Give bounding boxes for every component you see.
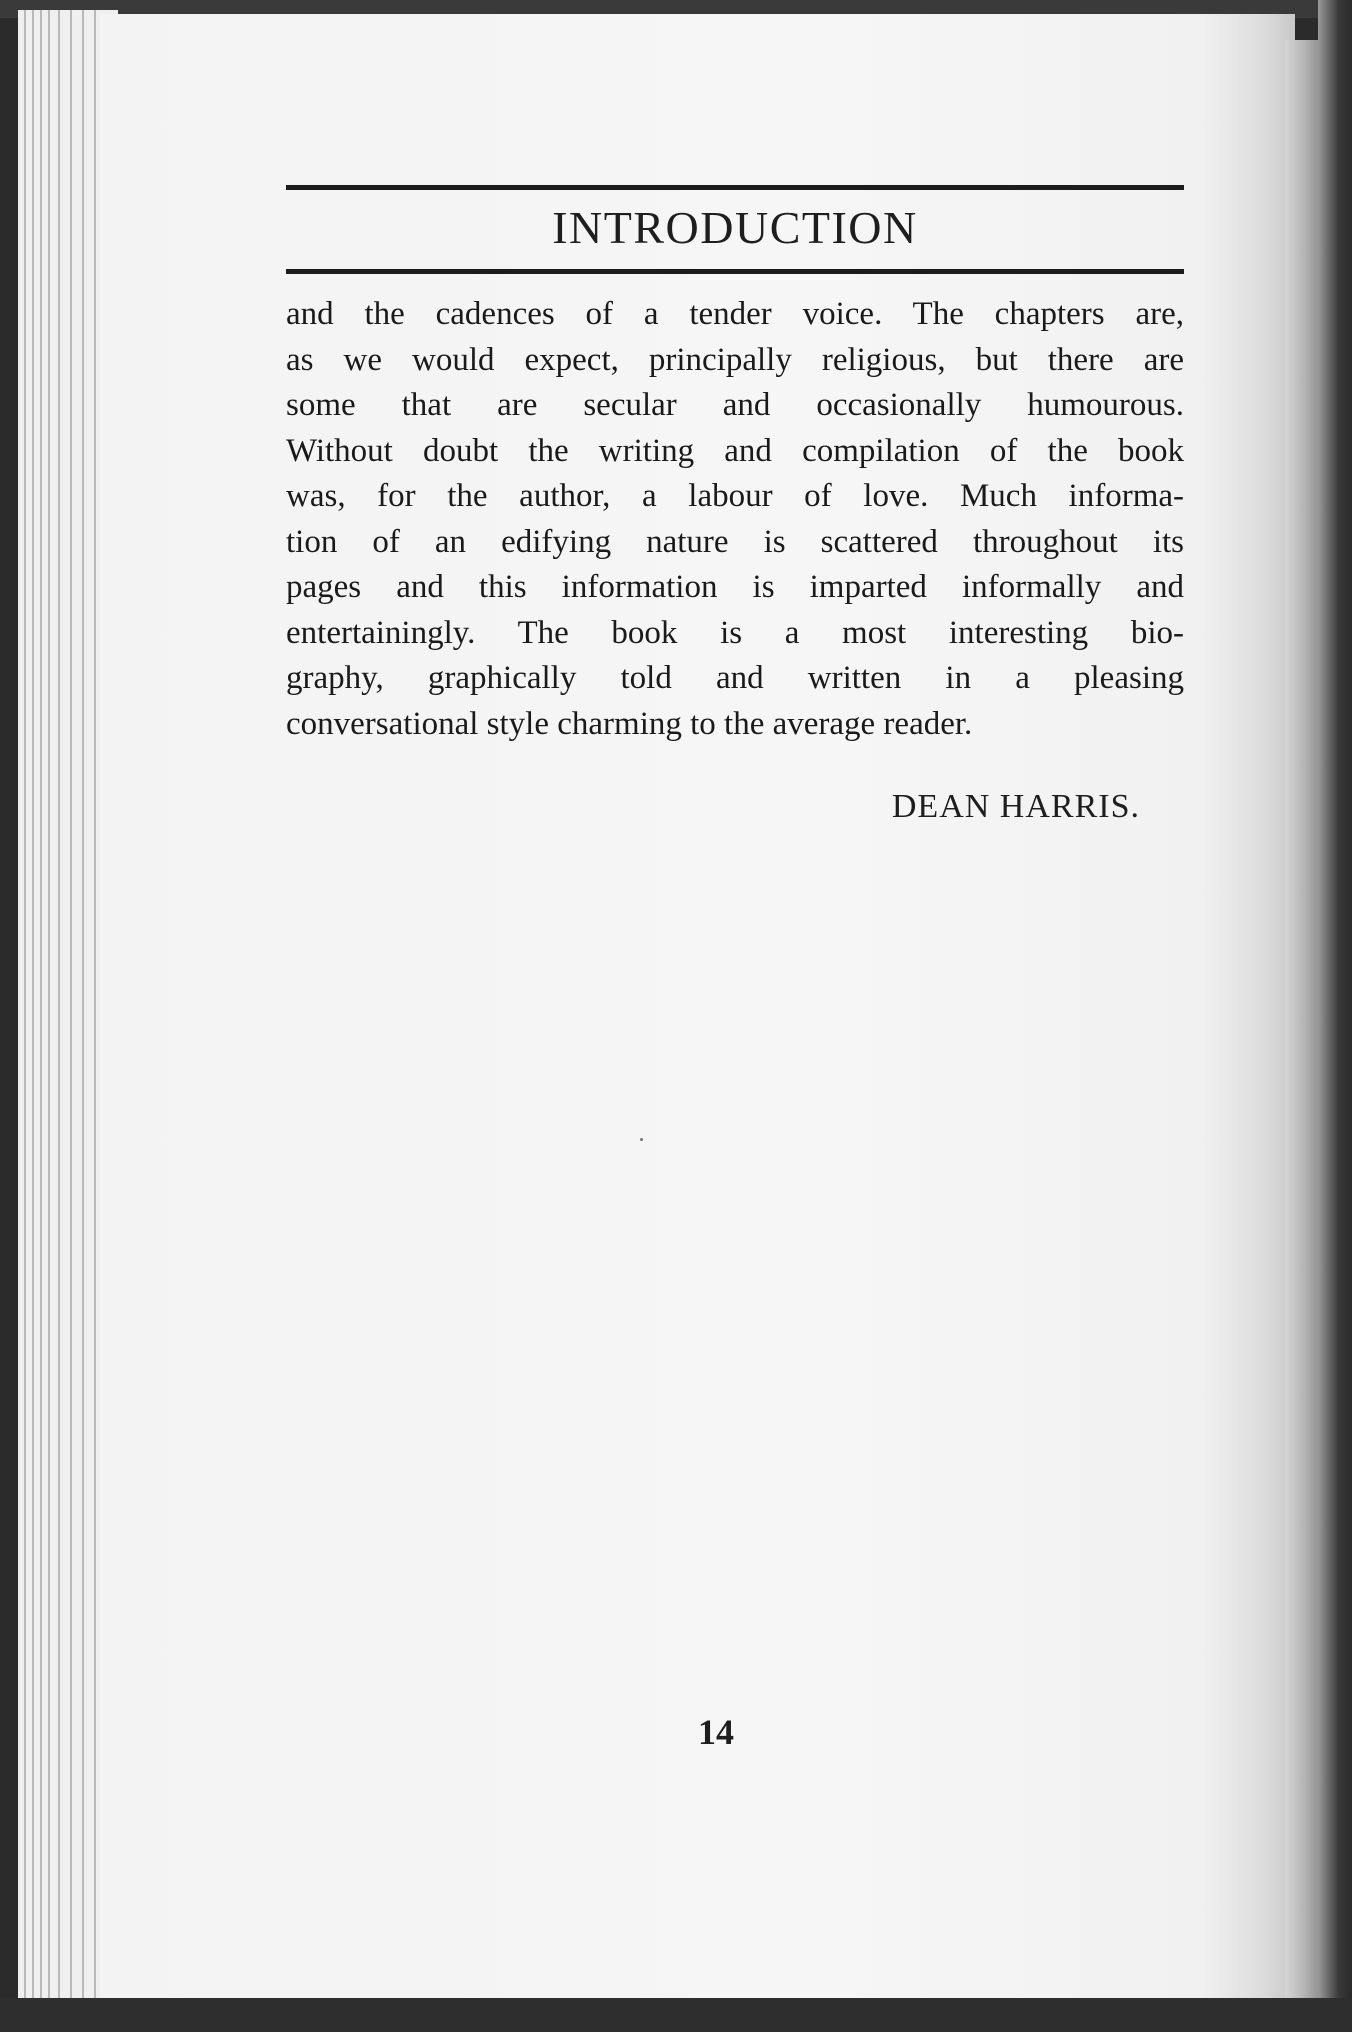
body-line: was, for the author, a labour of love. Much informa- (286, 478, 1184, 514)
body-line: entertainingly. The book is a most interesting bio- (286, 614, 1184, 651)
body-line: some that are secular and occasionally humourous. (286, 387, 1184, 423)
page-number: 14 (698, 1712, 734, 1752)
body-line: and the cadences of a tender voice. The chapters are, (286, 296, 1184, 332)
body-line: conversational style charming to the average reader. (286, 705, 973, 742)
body-line: as we would expect, principally religious, but there are (286, 341, 1184, 378)
header-rule-top (286, 185, 1184, 190)
running-header: INTRODUCTION (552, 202, 918, 253)
scan-bottom-edge (0, 1998, 1352, 2032)
scan-right-edge (1318, 0, 1352, 2032)
body-line: Without doubt the writing and compilation of the book (286, 432, 1184, 469)
body-paragraph (286, 292, 1184, 747)
author-signature: DEAN HARRIS. (891, 788, 1140, 825)
paper-speck (640, 1138, 643, 1141)
body-line: tion of an edifying nature is scattered throughout its (286, 523, 1184, 560)
header-rule-bottom (286, 269, 1184, 274)
body-line: pages and this information is imparted informally and (286, 569, 1184, 605)
body-line: graphy, graphically told and written in a pleasing (286, 660, 1184, 696)
